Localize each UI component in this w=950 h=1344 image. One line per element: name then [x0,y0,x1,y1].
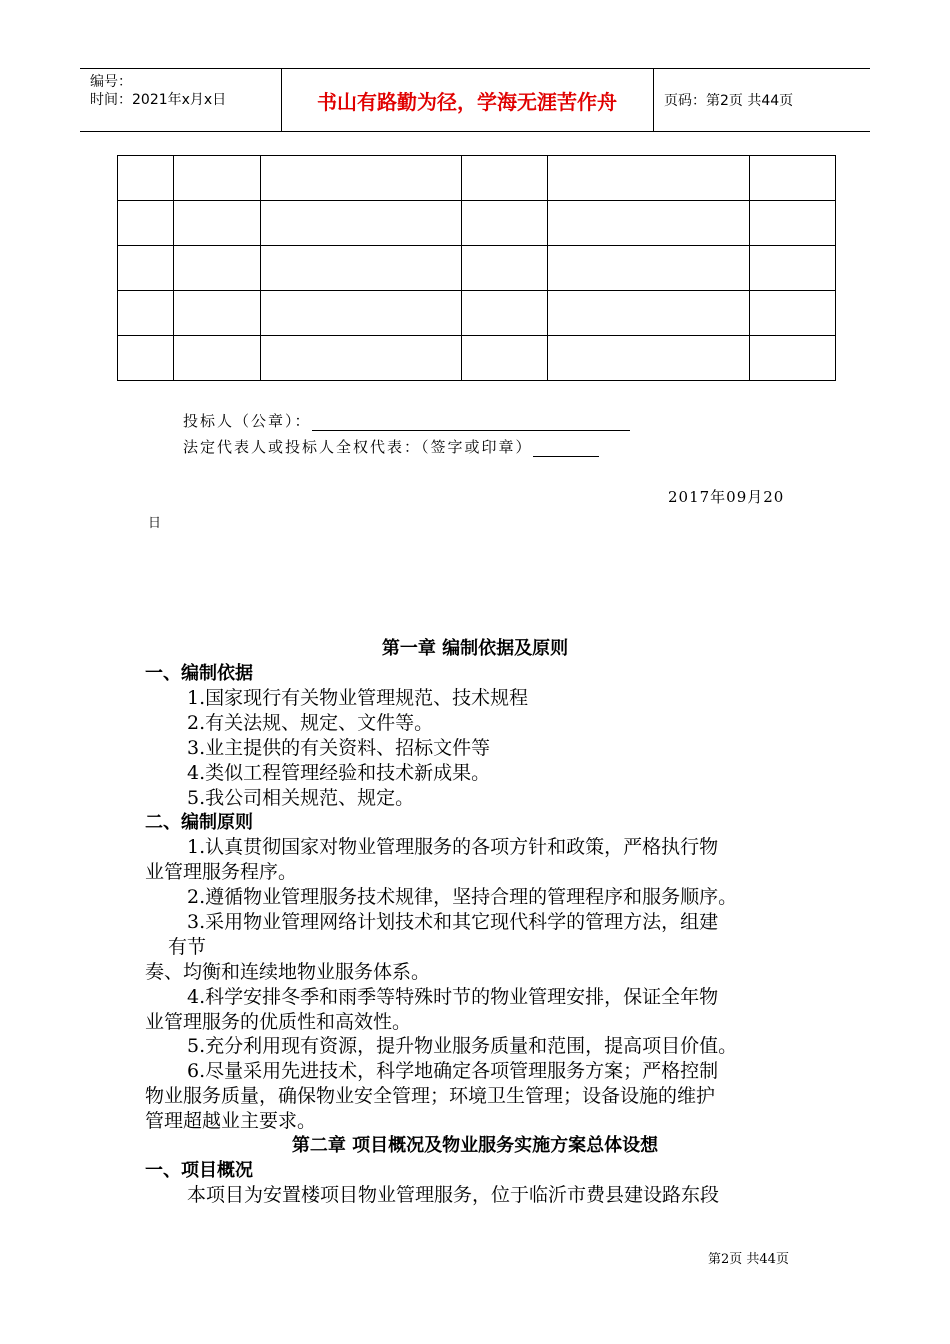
list-item: 3.业主提供的有关资料、招标文件等 [187,737,491,759]
blank-form-table [117,155,836,381]
paragraph-line: 2.遵循物业管理服务技术规律，坚持合理的管理程序和服务顺序。 [187,886,738,908]
representative-signature-line [183,436,599,457]
list-item: 5.我公司相关规范、规定。 [187,787,415,809]
table-row [118,336,836,381]
list-item: 4.类似工程管理经验和技术新成果。 [187,762,491,784]
bidder-signature-line [183,410,630,431]
paragraph-line: 6.尽量采用先进技术，科学地确定各项管理服务方案；严格控制 [187,1060,719,1082]
list-item: 1.国家现行有关物业管理规范、技术规程 [187,687,529,709]
paragraph-line: 有节 [168,936,207,958]
paragraph-line: 管理超越业主要求。 [145,1110,317,1132]
section1-title: 一、编制依据 [145,663,253,684]
table-row [118,246,836,291]
header-info-cell [80,69,282,131]
page-header [80,68,870,132]
section2-title: 二、编制原则 [145,812,253,833]
table-row [118,201,836,246]
chapter2-title: 第二章 项目概况及物业服务实施方案总体设想 [291,1135,659,1156]
bidder-blank[interactable] [312,414,630,431]
chapter1-title: 第一章 编制依据及原则 [381,638,569,659]
signature-date-tail: 日 [148,516,162,531]
doc-number-label: 编号： [90,74,132,90]
paragraph-line: 物业服务质量，确保物业安全管理；环境卫生管理；设备设施的维护 [145,1085,716,1107]
bidder-label: 投标人（公章）： [183,412,312,430]
doc-time-label: 时间：2021年x月x日 [90,92,227,108]
paragraph-line: 本项目为安置楼项目物业管理服务，位于临沂市费县建设路东段 [187,1184,720,1206]
representative-label: 法定代表人或投标人全权代表：（签字或印章） [183,438,533,456]
paragraph-line: 3.采用物业管理网络计划技术和其它现代科学的管理方法，组建 [187,911,719,933]
table-row [118,156,836,201]
paragraph-line: 1.认真贯彻国家对物业管理服务的各项方针和政策，严格执行物 [187,836,719,858]
paragraph-line: 奏、均衡和连续地物业服务体系。 [145,961,431,983]
section3-title: 一、项目概况 [145,1160,253,1181]
paragraph-line: 业管理服务程序。 [145,861,298,883]
header-motto: 书山有路勤为径，学海无涯苦作舟 [281,69,654,131]
signature-date: 2017年09月20 [668,488,785,506]
list-item: 2.有关法规、规定、文件等。 [187,712,434,734]
paragraph-line: 5.充分利用现有资源，提升物业服务质量和范围，提高项目价值。 [187,1035,738,1057]
header-page-label: 页码：第2页 共44页 [664,93,794,109]
paragraph-line: 业管理服务的优质性和高效性。 [145,1011,412,1033]
page-footer: 第2页 共44页 [708,1252,789,1267]
representative-blank[interactable] [533,440,599,457]
table-row [118,291,836,336]
paragraph-line: 4.科学安排冬季和雨季等特殊时节的物业管理安排，保证全年物 [187,986,719,1008]
